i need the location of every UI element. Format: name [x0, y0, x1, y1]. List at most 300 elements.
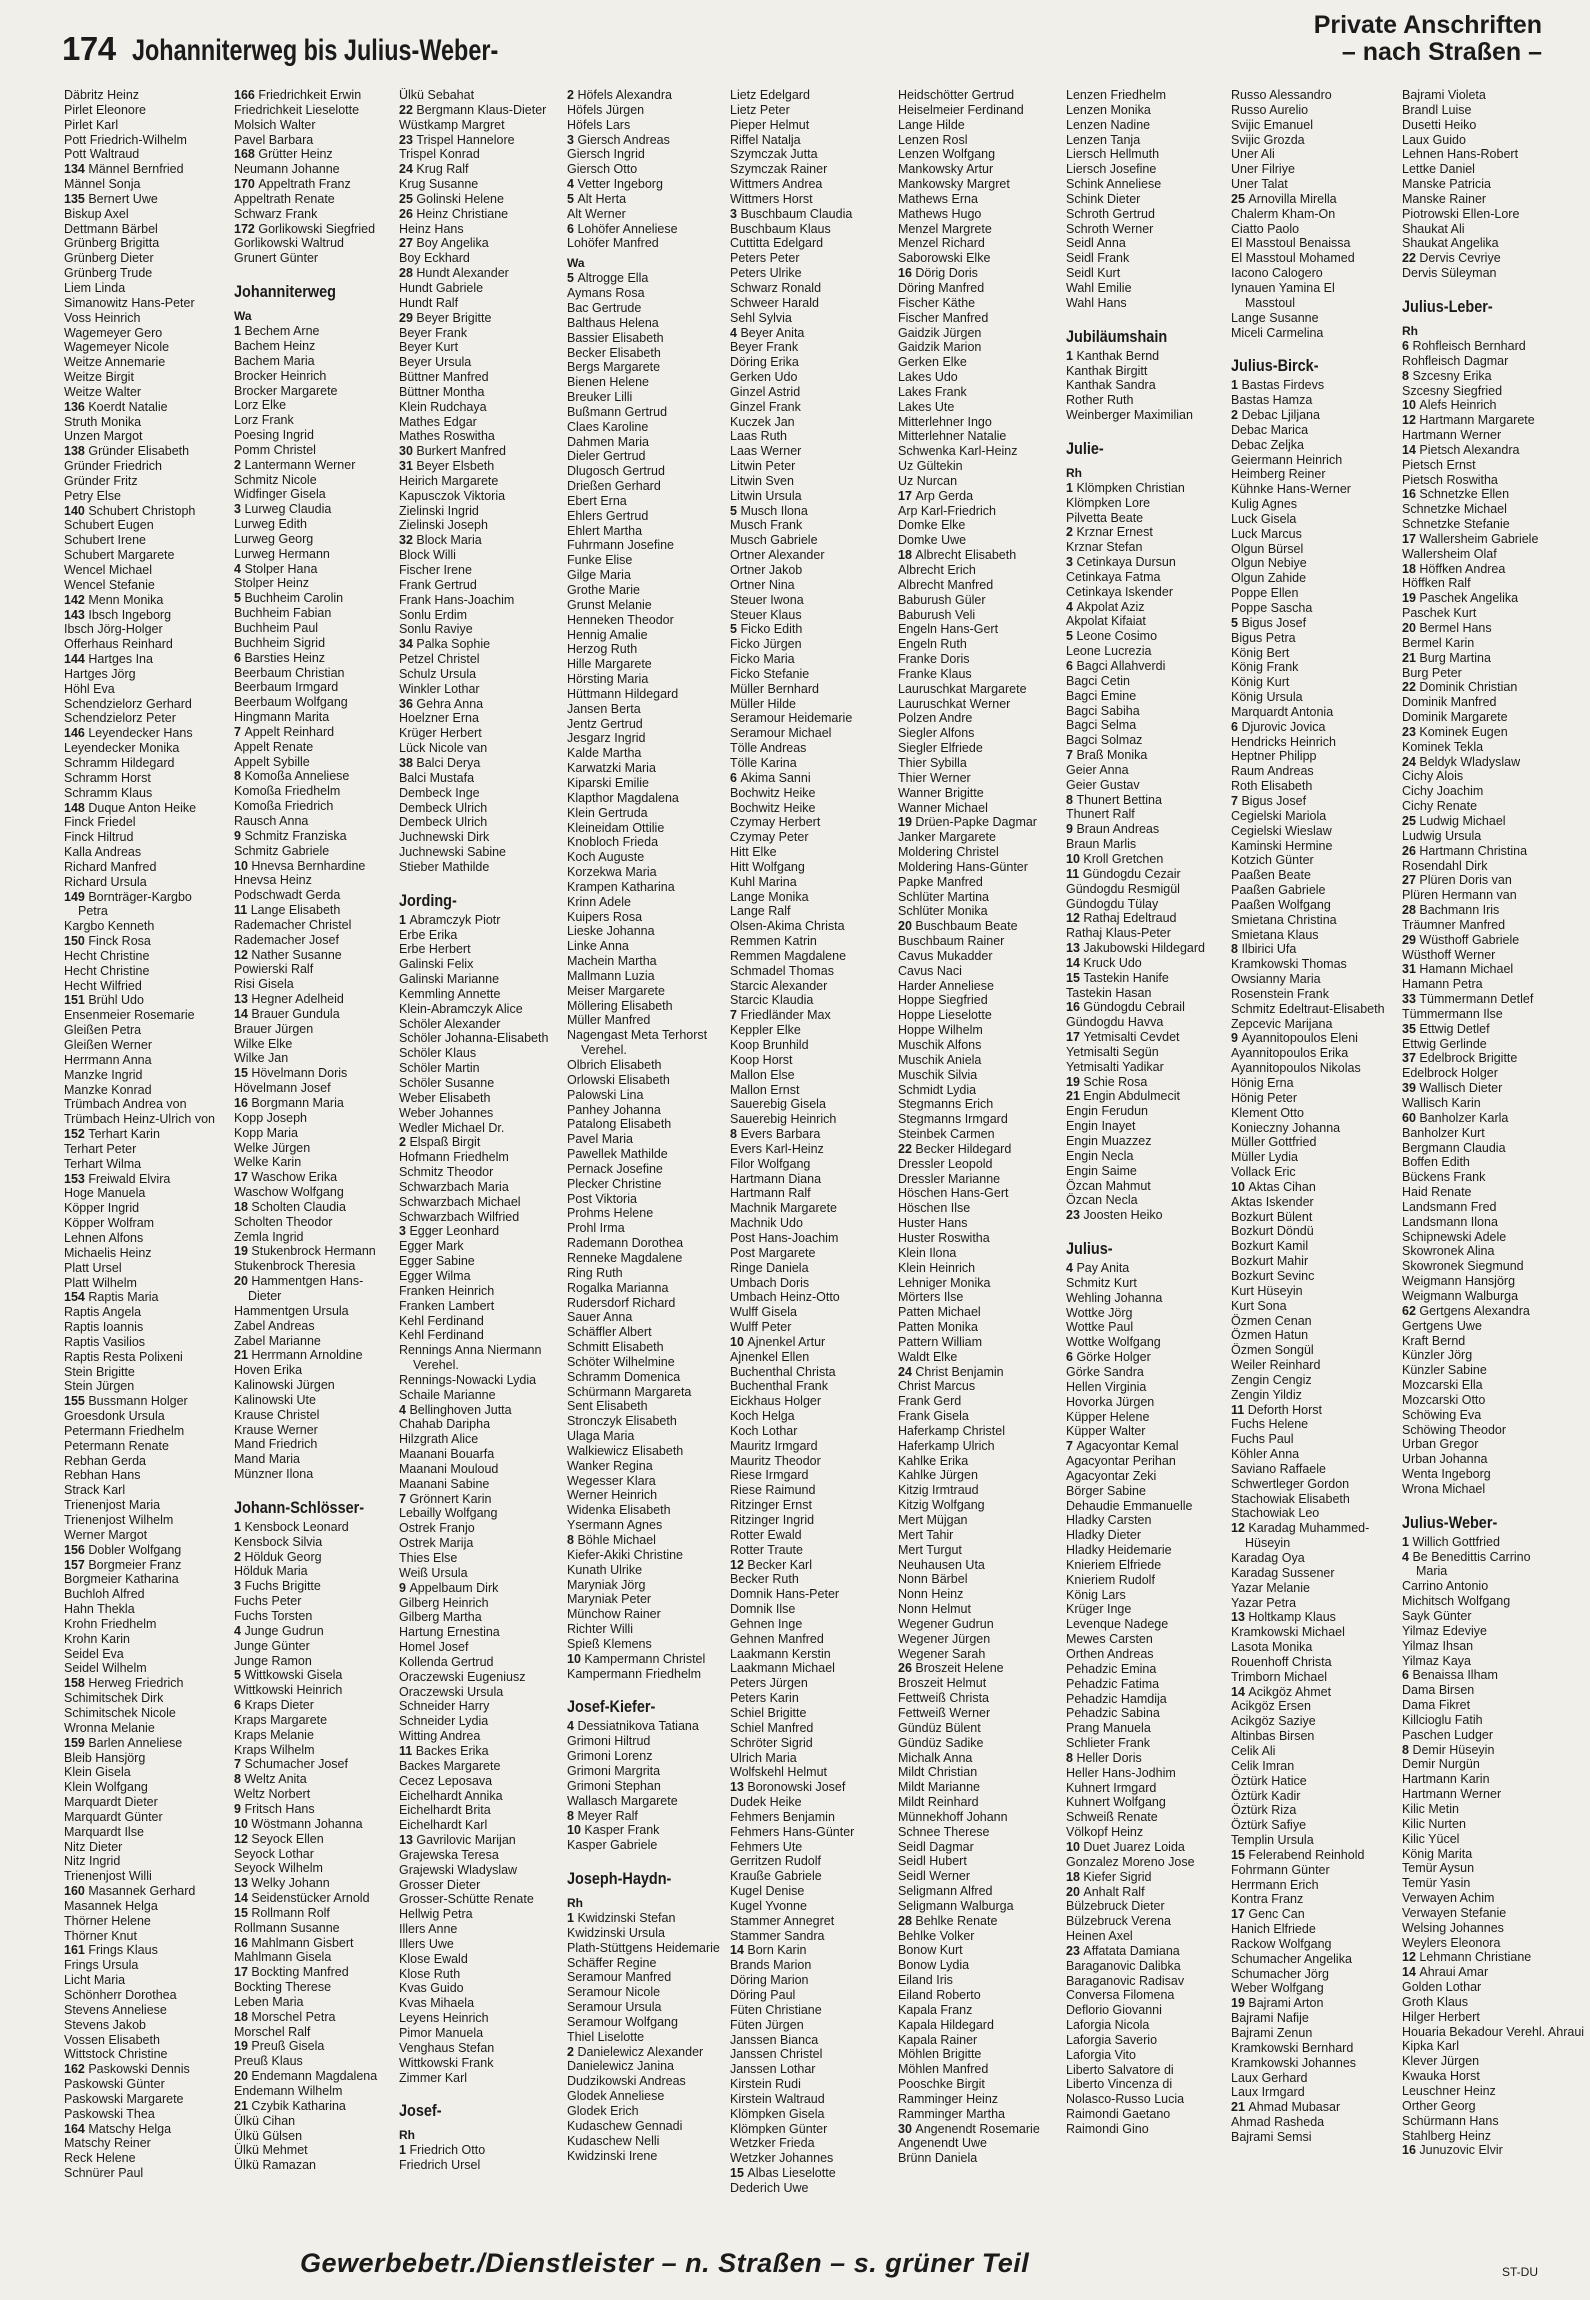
resident-entry — [1402, 266, 1562, 281]
resident-entry — [64, 756, 224, 771]
resident-name: Ülkü Gülsen — [234, 2128, 303, 2143]
resident-name: Friedrich Otto — [409, 2143, 486, 2158]
house-number: 160 — [64, 1884, 89, 1899]
house-number: 3 — [234, 1579, 245, 1594]
resident-name: Pehadzic Hamdija — [1066, 1691, 1167, 1706]
directory-column-3 — [399, 88, 559, 2238]
resident-entry — [234, 710, 394, 725]
resident-entry — [64, 1676, 224, 1691]
house-number: 4 — [1066, 1261, 1077, 1276]
resident-entry — [1402, 1728, 1562, 1743]
resident-entry — [234, 814, 394, 829]
resident-name: Möllering Elisabeth — [567, 998, 673, 1013]
resident-entry — [1402, 1423, 1562, 1438]
resident-name: Seramour Michael — [730, 726, 832, 741]
house-number: 5 — [234, 1668, 245, 1683]
resident-name: Bozkurt Bülent — [1231, 1209, 1313, 1224]
resident-name: Höhl Eva — [64, 681, 115, 696]
resident-name: Walkiewicz Elisabeth — [567, 1443, 684, 1458]
resident-name: Burg Martina — [1419, 650, 1491, 665]
house-number: 156 — [64, 1542, 89, 1557]
resident-entry — [1231, 1091, 1391, 1106]
resident-name: Gilge Maria — [567, 568, 631, 583]
resident-entry — [730, 2047, 890, 2062]
resident-name: Schnürer Paul — [64, 2166, 144, 2181]
resident-name: Wittkowski Gisela — [244, 1668, 343, 1683]
resident-entry — [1231, 735, 1391, 750]
resident-entry — [64, 1973, 224, 1988]
resident-entry — [567, 390, 727, 405]
resident-entry — [64, 385, 224, 400]
resident-name: Barsties Heinz — [244, 650, 326, 665]
resident-name: Wencel Michael — [64, 563, 153, 577]
resident-name: Juchnewski Dirk — [399, 830, 490, 845]
resident-entry — [234, 1185, 394, 1200]
resident-entry — [1231, 972, 1391, 987]
resident-entry — [567, 1941, 727, 1956]
resident-name: Peters Ulrike — [730, 266, 802, 281]
resident-entry — [399, 1314, 559, 1329]
section-title: Private Anschriften — [1313, 11, 1542, 39]
resident-entry — [64, 1216, 224, 1231]
resident-name: Gerritzen Rudolf — [730, 1854, 822, 1869]
resident-name: Balthaus Helena — [567, 315, 659, 330]
resident-name: Liberto Vincenza di — [1066, 2077, 1173, 2092]
resident-name: Altinbas Birsen — [1231, 1729, 1315, 1744]
entry-continuation: Hüseyin — [1245, 1536, 1291, 1551]
resident-name: Kilic Metin — [1402, 1801, 1459, 1816]
resident-entry — [1066, 1306, 1226, 1321]
house-number: 8 — [1402, 368, 1413, 383]
resident-name: Agacyontar Kemal — [1076, 1439, 1179, 1454]
resident-name: Olsen-Akima Christa — [730, 919, 845, 934]
resident-entry — [567, 2045, 727, 2060]
resident-name: Machnik Udo — [730, 1216, 803, 1231]
resident-name: Wottke Wolfgang — [1066, 1335, 1161, 1350]
resident-name: Huster Roswitha — [898, 1230, 990, 1245]
resident-entry — [64, 1558, 224, 1573]
resident-name: Hoppe Lieselotte — [898, 1008, 992, 1023]
resident-name: Hoppe Siegfried — [898, 993, 988, 1008]
resident-name: Starcic Klaudia — [730, 993, 814, 1008]
resident-entry — [234, 1668, 394, 1683]
resident-name: Künzler Sabine — [1402, 1363, 1487, 1378]
resident-name: Glodek Erich — [567, 2104, 639, 2118]
resident-entry — [64, 2047, 224, 2062]
resident-entry — [730, 1765, 890, 1780]
resident-name: Leyendecker Hans — [88, 726, 193, 741]
resident-entry — [1231, 1610, 1391, 1625]
district-marker: Rh — [1066, 465, 1082, 480]
resident-entry — [399, 340, 559, 355]
house-number: 16 — [234, 1096, 252, 1110]
resident-name: Dama Birsen — [1402, 1683, 1475, 1698]
resident-entry — [64, 1795, 224, 1810]
resident-entry — [1066, 867, 1226, 882]
house-number: 5 — [1066, 629, 1077, 644]
resident-name: Raimondi Gino — [1066, 2122, 1149, 2136]
resident-entry — [234, 1467, 394, 1482]
district-marker: Rh — [399, 2128, 415, 2143]
resident-name: Braun Andreas — [1076, 822, 1160, 837]
resident-name: Kaminski Hermine — [1231, 838, 1333, 853]
resident-name: Jentz Gertrud — [567, 716, 643, 731]
resident-entry — [234, 2099, 394, 2114]
resident-entry — [64, 890, 224, 905]
resident-name: Schwarzbach Wilfried — [399, 1209, 520, 1224]
resident-entry — [1231, 779, 1391, 794]
entry-continuation: Petra — [78, 904, 108, 919]
resident-entry — [1402, 369, 1562, 384]
resident-entry — [399, 548, 559, 563]
resident-entry — [234, 1594, 394, 1609]
resident-entry — [567, 702, 727, 717]
resident-entry — [1066, 1291, 1226, 1306]
resident-name: Abramczyk Piotr — [409, 912, 501, 927]
resident-entry — [1231, 1521, 1391, 1536]
resident-entry — [898, 1943, 1058, 1958]
resident-entry — [399, 972, 559, 987]
resident-entry — [64, 1706, 224, 1721]
resident-name: Bajrami Nafije — [1231, 2011, 1309, 2026]
resident-name: Wüsthoff Gabriele — [1419, 932, 1520, 947]
resident-entry — [1066, 1193, 1226, 1208]
resident-name: Gonzalez Moreno Jose — [1066, 1854, 1195, 1869]
resident-entry — [64, 1884, 224, 1899]
street-heading: Jording- — [399, 890, 457, 910]
resident-name: Grimoni Lorenz — [567, 1749, 653, 1764]
resident-name: Schäffer Regine — [567, 1955, 657, 1970]
house-number: 10 — [730, 1334, 748, 1349]
resident-name: Heller Hans-Jodhim — [1066, 1765, 1176, 1780]
resident-name: Anhalt Ralf — [1083, 1884, 1145, 1899]
resident-entry — [898, 1543, 1058, 1558]
resident-name: Krause Christel — [234, 1407, 320, 1422]
resident-name: Albrecht Manfred — [898, 577, 994, 592]
resident-name: Fischer Irene — [399, 563, 472, 577]
resident-name: Verwayen Achim — [1402, 1891, 1495, 1906]
resident-entry — [234, 147, 394, 162]
resident-entry — [1231, 2041, 1391, 2056]
resident-name: König Lars — [1066, 1587, 1126, 1602]
resident-name: Schürmann Margareta — [567, 1384, 692, 1399]
resident-entry — [64, 415, 224, 430]
directory-column-1 — [64, 88, 224, 2238]
resident-name: Heinen Axel — [1066, 1929, 1133, 1944]
resident-entry — [234, 1423, 394, 1438]
resident-entry — [567, 910, 727, 925]
resident-name: Lurweg Claudia — [244, 502, 332, 517]
resident-entry — [399, 1462, 559, 1477]
resident-name: Lohöfer Anneliese — [577, 221, 678, 236]
house-number: 31 — [1402, 962, 1420, 977]
resident-name: Kraps Melanie — [234, 1727, 314, 1742]
house-number: 161 — [64, 1943, 89, 1958]
resident-name: Ehlert Martha — [567, 523, 643, 538]
resident-entry — [234, 1713, 394, 1728]
resident-name: Eichelhardt Brita — [399, 1803, 491, 1818]
resident-entry — [1231, 1640, 1391, 1655]
resident-entry — [730, 1617, 890, 1632]
resident-name: Cegielski Wieslaw — [1231, 823, 1332, 838]
resident-entry — [1402, 1185, 1562, 1200]
resident-entry — [1066, 1721, 1226, 1736]
resident-entry — [567, 192, 727, 207]
resident-name: Fehmers Hans-Günter — [730, 1824, 855, 1839]
resident-entry — [399, 593, 559, 608]
resident-entry — [234, 1141, 394, 1156]
house-number: 23 — [1402, 724, 1420, 739]
resident-name: Hammentgen Hans- — [251, 1274, 364, 1289]
resident-name: Lantermann Werner — [244, 457, 356, 472]
resident-name: Höffken Andrea — [1419, 561, 1506, 576]
resident-name: Riese Raimund — [730, 1483, 816, 1498]
resident-name: Schnetzke Stefanie — [1402, 517, 1510, 532]
resident-name: Bornträger-Kargbo — [88, 889, 192, 904]
resident-entry — [399, 1061, 559, 1076]
resident-name: Maanani Sabine — [399, 1476, 490, 1491]
resident-name: Mozcarski Otto — [1402, 1392, 1486, 1407]
house-number: 135 — [64, 191, 89, 206]
resident-name: Palowski Lina — [567, 1087, 644, 1102]
resident-name: Ajnenkel Ellen — [730, 1349, 810, 1364]
house-number: 10 — [567, 1651, 585, 1666]
resident-entry — [1231, 527, 1391, 542]
resident-entry — [567, 1444, 727, 1459]
resident-entry — [64, 801, 224, 816]
resident-entry — [898, 474, 1058, 489]
resident-name: Chahab Daripha — [399, 1417, 491, 1432]
resident-entry — [567, 1429, 727, 1444]
resident-name: Klein Rudchaya — [399, 399, 487, 414]
resident-entry — [567, 346, 727, 361]
resident-entry — [730, 563, 890, 578]
resident-name: Duque Anton Heike — [88, 800, 197, 815]
house-number: 6 — [1231, 719, 1242, 734]
resident-name: Stevens Jakob — [64, 2017, 146, 2032]
resident-name: Klein Gisela — [64, 1765, 131, 1780]
resident-entry — [64, 1186, 224, 1201]
resident-name: Ehlers Gertrud — [567, 508, 649, 523]
resident-entry — [898, 830, 1058, 845]
directory-column-5 — [730, 88, 890, 2238]
resident-name: Richard Ursula — [64, 874, 147, 889]
resident-entry — [1402, 1787, 1562, 1802]
resident-entry — [399, 1284, 559, 1299]
resident-entry — [1066, 364, 1226, 379]
resident-name: Panhey Johanna — [567, 1102, 661, 1117]
resident-name: Appeltrath Renate — [234, 191, 335, 206]
resident-entry — [1231, 1774, 1391, 1789]
resident-name: Schlüter Martina — [898, 889, 990, 904]
resident-name: Gründer Friedrich — [64, 459, 162, 474]
resident-entry — [1066, 118, 1226, 133]
resident-entry — [64, 711, 224, 726]
resident-name: Christ Marcus — [898, 1379, 976, 1394]
resident-name: Domke Elke — [898, 518, 966, 533]
resident-name: Golden Lothar — [1402, 1980, 1482, 1995]
resident-entry — [567, 672, 727, 687]
resident-name: Luck Marcus — [1231, 526, 1302, 541]
resident-name: Steinbek Carmen — [898, 1127, 995, 1142]
resident-name: Wöstmann Johanna — [251, 1816, 363, 1831]
resident-entry — [234, 2039, 394, 2054]
resident-entry — [1231, 1403, 1391, 1418]
resident-entry — [730, 741, 890, 756]
resident-name: Juchnewski Sabine — [399, 845, 507, 860]
resident-entry — [399, 957, 559, 972]
resident-entry — [399, 1106, 559, 1121]
resident-entry — [1066, 1781, 1226, 1796]
resident-entry — [64, 875, 224, 890]
resident-entry — [898, 1172, 1058, 1187]
resident-name: Lakes Ute — [898, 399, 955, 414]
resident-entry — [567, 776, 727, 791]
street-heading: Julius-Weber- — [1402, 1512, 1498, 1532]
resident-name: Erbe Erika — [399, 927, 458, 942]
resident-entry — [730, 1721, 890, 1736]
resident-entry — [1066, 133, 1226, 148]
page-title: Johanniterweg bis Julius-Weber- — [132, 34, 499, 67]
resident-name: Ramminger Martha — [898, 2106, 1005, 2121]
resident-entry — [234, 398, 394, 413]
resident-name: Junge Ramon — [234, 1653, 312, 1668]
resident-entry — [567, 1985, 727, 2000]
house-number: 5 — [567, 191, 578, 206]
resident-name: Kudaschew Nelli — [567, 2133, 660, 2148]
resident-entry — [64, 830, 224, 845]
resident-name: Junuzovic Elvir — [1419, 2143, 1503, 2158]
resident-entry — [1402, 933, 1562, 948]
resident-name: Grothe Marie — [567, 583, 640, 597]
resident-name: Yilmaz Edeviye — [1402, 1623, 1487, 1638]
resident-entry — [898, 2062, 1058, 2077]
resident-name: Bajrami Arton — [1248, 1996, 1324, 2011]
resident-name: Fritsch Hans — [244, 1801, 315, 1816]
resident-name: Laux Irmgard — [1231, 2085, 1305, 2100]
house-number: 20 — [234, 1274, 252, 1289]
resident-name: Balci Mustafa — [399, 770, 475, 785]
resident-name: Schlüter Monika — [898, 904, 988, 919]
house-number: 7 — [1231, 793, 1242, 808]
resident-entry — [64, 326, 224, 341]
house-number: 15 — [234, 1066, 252, 1081]
resident-name: Koch Auguste — [567, 850, 645, 865]
resident-name: Görke Sandra — [1066, 1364, 1144, 1379]
resident-entry — [399, 1373, 559, 1388]
resident-entry — [567, 1058, 727, 1073]
resident-name: Mankowsky Artur — [898, 162, 994, 177]
resident-name: Groth Klaus — [1402, 1994, 1469, 2009]
resident-entry — [1231, 281, 1391, 296]
house-number: 12 — [1231, 1521, 1249, 1536]
resident-name: Dembeck Inge — [399, 785, 480, 800]
resident-name: Lieske Johanna — [567, 924, 655, 939]
resident-entry — [730, 1068, 890, 1083]
resident-entry — [234, 369, 394, 384]
house-number: 10 — [1066, 851, 1084, 866]
resident-entry — [567, 2089, 727, 2104]
resident-name: Dembeck Ulrich — [399, 800, 488, 815]
resident-entry — [1231, 2085, 1391, 2100]
resident-name: Finck Rosa — [88, 934, 151, 949]
resident-entry — [567, 1749, 727, 1764]
resident-name: Schmitz Edeltraut-Elisabeth — [1231, 1001, 1385, 1016]
resident-name: Winkler Lothar — [399, 681, 480, 696]
resident-name: Bachem Heinz — [234, 338, 316, 353]
resident-entry — [1231, 957, 1391, 972]
resident-name: Hecht Christine — [64, 963, 150, 978]
house-number: 12 — [1402, 1950, 1420, 1965]
resident-entry — [1231, 1224, 1391, 1239]
house-number: 8 — [567, 1533, 578, 1547]
resident-name: Stein Brigitte — [64, 1364, 135, 1379]
resident-name: Kramkowski Bernhard — [1231, 2040, 1354, 2055]
resident-name: König Ursula — [1231, 690, 1303, 705]
resident-name: Kroll Gretchen — [1083, 851, 1164, 866]
resident-entry — [730, 385, 890, 400]
resident-entry — [567, 1622, 727, 1637]
resident-entry — [234, 2129, 394, 2144]
resident-name: Eiland Roberto — [898, 1988, 981, 2002]
resident-name: Stahlberg Heinz — [1402, 2128, 1491, 2143]
resident-name: Hahn Thekla — [64, 1602, 135, 1617]
house-number: 170 — [234, 177, 259, 192]
resident-name: Cichy Renate — [1402, 799, 1478, 814]
resident-name: Meiser Margarete — [567, 983, 665, 998]
resident-name: Olgun Bürsel — [1231, 541, 1304, 556]
resident-entry — [1231, 453, 1391, 468]
resident-name: Ahmad Mubasar — [1248, 2100, 1341, 2115]
resident-entry — [399, 1165, 559, 1180]
resident-name: Bergmann Klaus-Dieter — [416, 102, 547, 117]
resident-entry — [730, 311, 890, 326]
resident-entry — [399, 697, 559, 712]
resident-entry — [234, 576, 394, 591]
resident-name: Illers Anne — [399, 1922, 458, 1937]
resident-entry — [898, 1884, 1058, 1899]
resident-entry — [567, 331, 727, 346]
resident-entry — [399, 1952, 559, 1967]
resident-entry — [1231, 2011, 1391, 2026]
resident-name: Homel Josef — [399, 1640, 469, 1655]
resident-entry — [234, 1817, 394, 1832]
house-number: 20 — [1402, 621, 1420, 635]
resident-entry — [1231, 222, 1391, 237]
resident-entry — [567, 2104, 727, 2119]
resident-name: Ülkü Cihan — [234, 2113, 296, 2128]
resident-entry — [1066, 1543, 1226, 1558]
resident-entry — [1231, 839, 1391, 854]
resident-entry — [730, 1231, 890, 1246]
resident-entry — [730, 1394, 890, 1409]
house-number: 6 — [1402, 338, 1413, 353]
resident-name: Powierski Ralf — [234, 962, 314, 977]
resident-name: Svijic Grozda — [1231, 132, 1305, 147]
street-heading: Julius-Birck- — [1231, 356, 1319, 376]
resident-name: Thies Else — [399, 1551, 458, 1565]
resident-name: Hövelmann Josef — [234, 1081, 331, 1096]
resident-entry — [898, 845, 1058, 860]
resident-entry — [1402, 2143, 1562, 2158]
resident-entry — [234, 324, 394, 339]
resident-name: Pimor Manuela — [399, 2026, 484, 2040]
resident-entry — [234, 1683, 394, 1698]
house-number: 19 — [1402, 591, 1420, 606]
resident-entry — [898, 1201, 1058, 1216]
resident-entry — [64, 192, 224, 207]
resident-name: Wegener Gudrun — [898, 1616, 994, 1631]
